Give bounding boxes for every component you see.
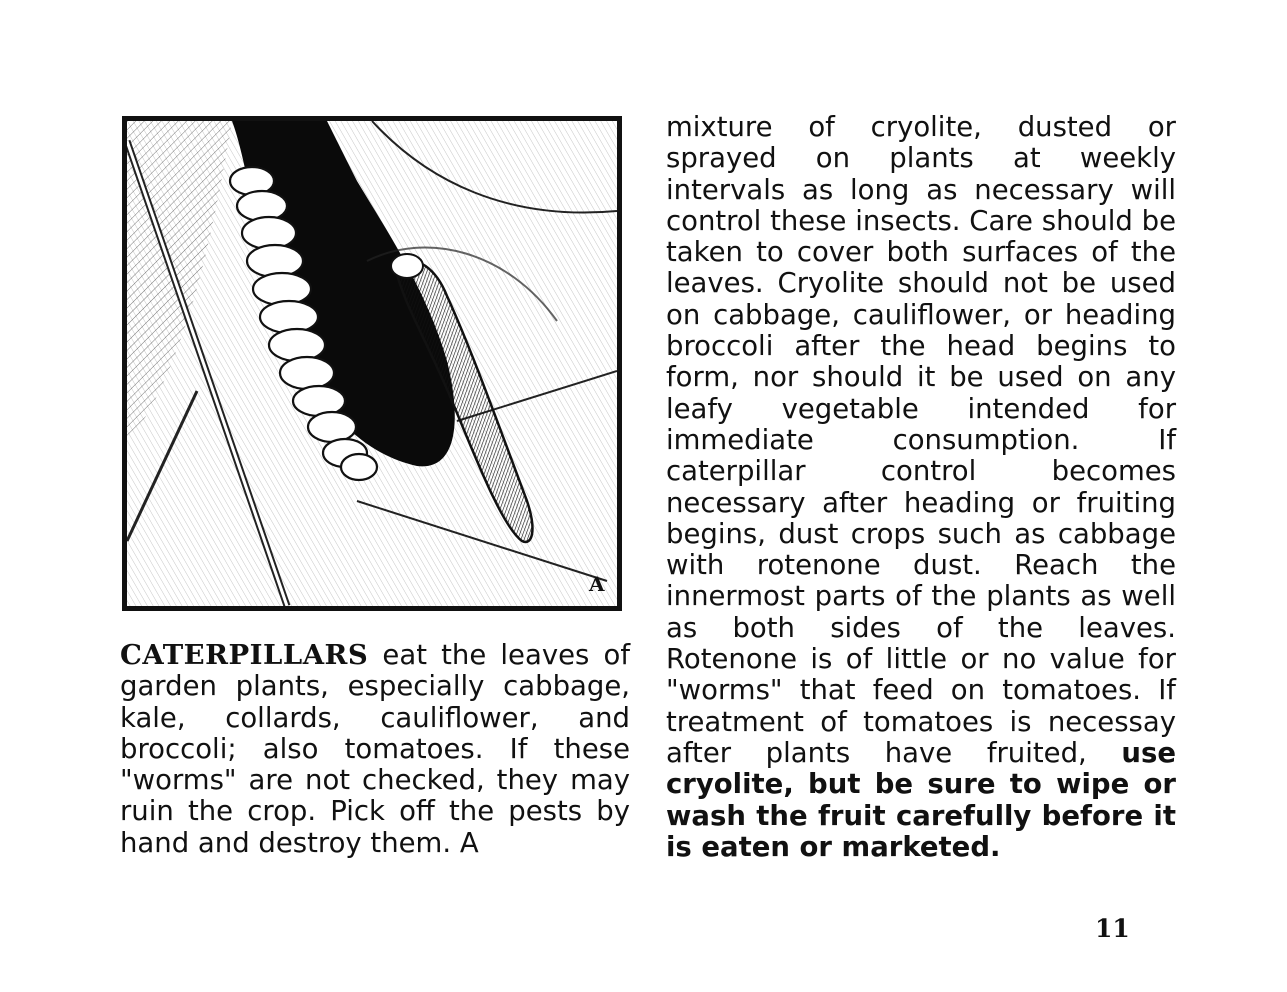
- section-headline: CATERPILLARS: [120, 639, 369, 671]
- right-column: [666, 112, 1176, 863]
- right-body-text: mixture of cryolite, dusted or sprayed on plants at weekly intervals as long as necessary will control these insects. Care should be taken to cover both surfaces of the leaves. Cryolite should not be used on cabbage, cauliflower, or heading broccoli after the head begins to form, nor should it be used on any leafy vegetable intended for immediate consumption. If caterpillar control becomes necessary after heading or fruiting begins, dust crops such as cabbage with rotenone dust. Reach the innermost parts of the plants as well as both sides of the leaves. Rotenone is of little or no value for "worms" that feed on tomatoes. If treatment of tomatoes is necessay after plants have fruited,: [666, 111, 1176, 769]
- svg-text:A: A: [589, 572, 605, 596]
- emphasis-text: use cryolite, but be sure to wipe or wash the fruit carefully before it is eaten or marketed.: [666, 736, 1176, 863]
- page-number: 11: [1095, 914, 1130, 943]
- left-column: [120, 640, 630, 859]
- caterpillar-illustration: [122, 116, 622, 611]
- left-body-text: eat the leaves of garden plants, especially cabbage, kale, collards, cauliflower, and broccoli; also tomatoes. If these "worms" are not checked, they may ruin the crop. Pick off the pests by hand and destroy them. A: [120, 639, 630, 859]
